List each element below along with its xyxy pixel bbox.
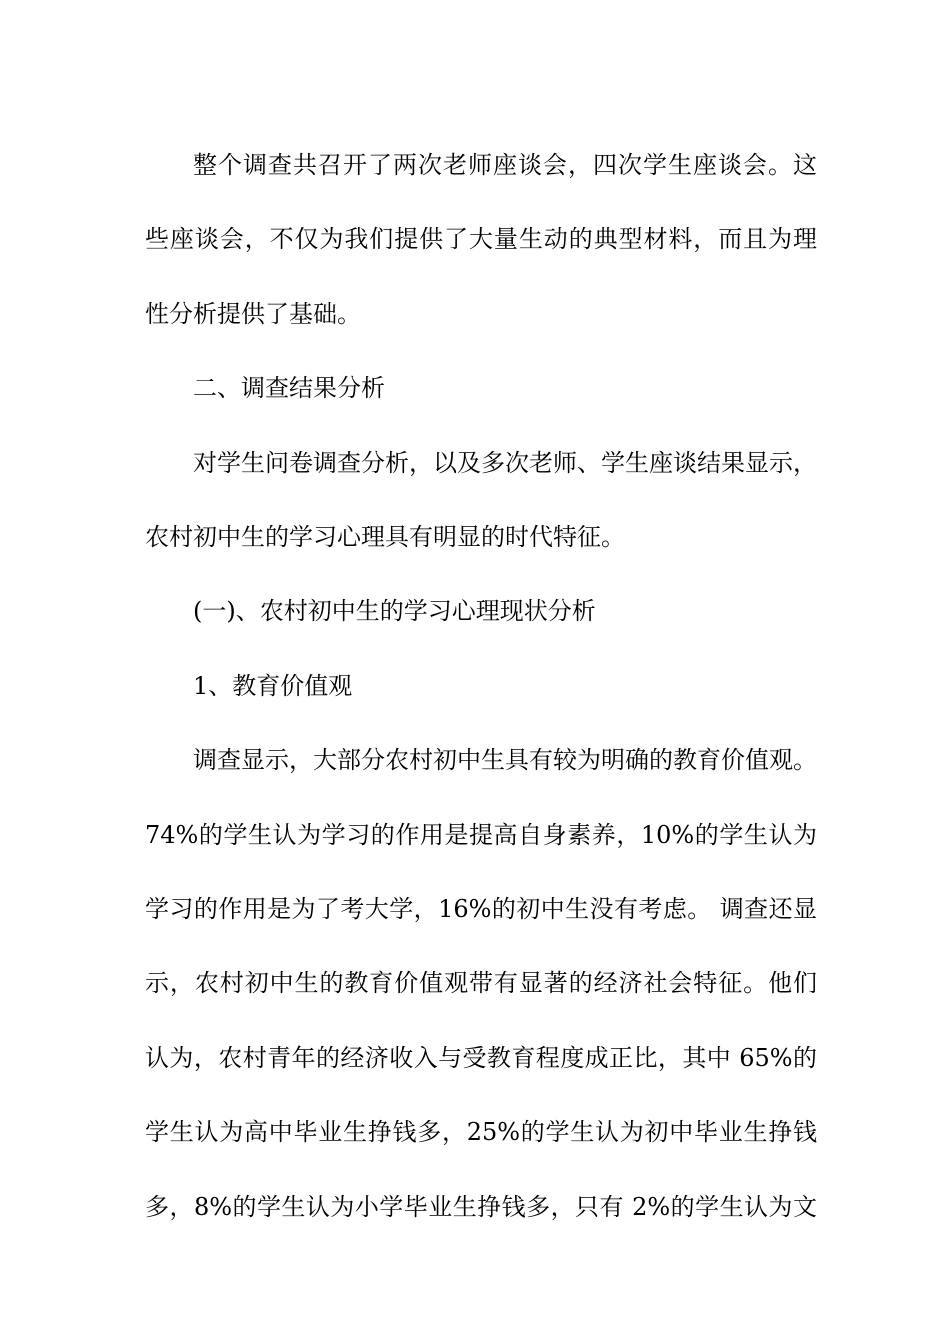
text-line: 性分析提供了基础。	[145, 299, 361, 328]
text-line: 农村初中生的学习心理具有明显的时代特征。	[145, 523, 625, 552]
subsection-heading-status	[145, 574, 817, 648]
text-line: 74%的学生认为学习的作用是提高自身素养，10%的学生认为	[145, 820, 817, 849]
text-line: 学生认为高中毕业生挣钱多，25%的学生认为初中毕业生挣钱	[145, 1118, 817, 1147]
text-line: 认为，农村青年的经济收入与受教育程度成正比，其中 65%的	[145, 1043, 817, 1072]
text-line: 示，农村初中生的教育价值观带有显著的经济社会特征。他们	[145, 969, 817, 998]
text-line: 些座谈会，不仅为我们提供了大量生动的典型材料，而且为理	[145, 225, 817, 254]
text-line: 多，8%的学生认为小学毕业生挣钱多，只有 2%的学生认为文	[145, 1192, 817, 1221]
paragraph-education-values	[145, 723, 817, 1244]
text-line: 调查显示，大部分农村初中生具有较为明确的教育价值观。	[193, 746, 817, 775]
text-line: 学习的作用是为了考大学，16%的初中生没有考虑。 调查还显	[145, 895, 817, 924]
item-heading-education-values	[145, 649, 817, 723]
text-line: (一)、农村初中生的学习心理现状分析	[193, 597, 596, 626]
text-line: 对学生问卷调查分析，以及多次老师、学生座谈结果显示，	[193, 448, 817, 477]
section-heading-results	[145, 351, 817, 425]
paragraph-survey-analysis	[145, 426, 817, 575]
text-line: 整个调查共召开了两次老师座谈会，四次学生座谈会。这	[193, 151, 817, 179]
text-line: 1、教育价值观	[193, 671, 353, 700]
text-line: 二、调查结果分析	[193, 374, 385, 403]
document-body	[145, 128, 817, 1244]
paragraph-seminars	[145, 128, 817, 351]
